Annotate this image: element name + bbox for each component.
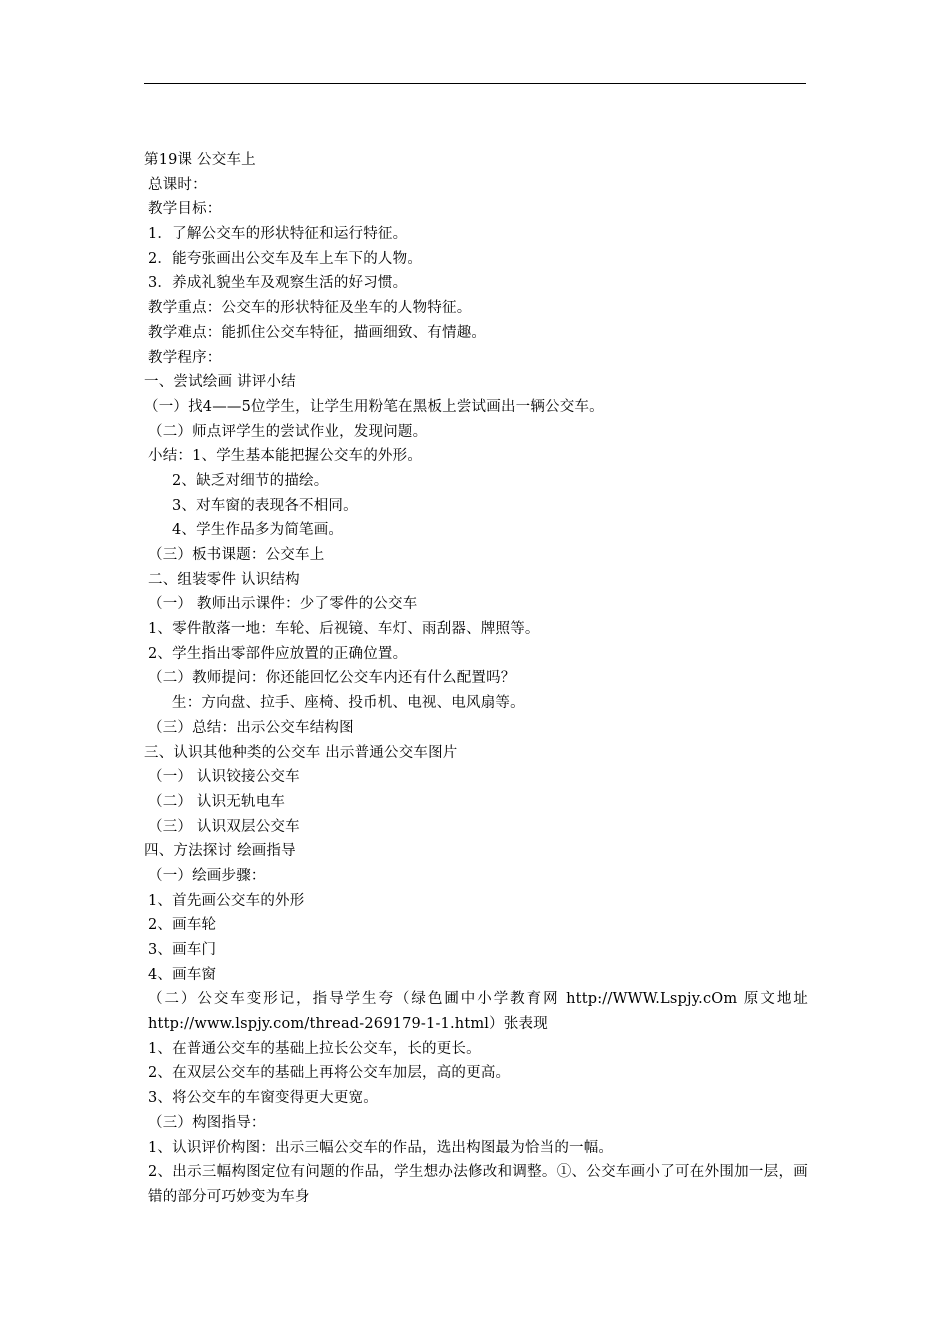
text-line: 2、学生指出零部件应放置的正确位置。 (148, 645, 408, 662)
text-line: 3．养成礼貌坐车及观察生活的好习惯。 (148, 275, 408, 292)
text-line: （三） 认识双层公交车 (148, 818, 300, 835)
text-line: （三）板书课题：公交车上 (148, 547, 325, 563)
text-line: （二）公交车变形记，指导学生夸（绿色圃中小学教育网 http://WWW.Lspjy.cOm 原文地址 http://www.lspjy.com/thread-269179-1-1.html）张表现 (148, 991, 808, 1033)
text-line: 1、在普通公交车的基础上拉长公交车，长的更长。 (148, 1040, 481, 1057)
text-line: 教学难点：能抓住公交车特征，描画细致、有情趣。 (148, 324, 487, 341)
text-line: 教学程序： (148, 349, 222, 366)
text-line: （一） 教师出示课件：少了零件的公交车 (148, 596, 418, 613)
text-line: 4、画车窗 (148, 966, 217, 983)
text-line: （三）构图指导： (148, 1114, 266, 1131)
text-line: （二） 认识无轨电车 (148, 793, 286, 810)
text-line: 1、认识评价构图：出示三幅公交车的作品，选出构图最为恰当的一幅。 (148, 1139, 614, 1156)
text-line: 1、零件散落一地：车轮、后视镜、车灯、雨刮器、牌照等。 (148, 621, 540, 638)
text-line: （一） 认识铰接公交车 (148, 769, 300, 786)
text-line: （二）师点评学生的尝试作业，发现问题。 (148, 423, 428, 440)
text-line: 教学目标： (148, 201, 222, 218)
text-line: 二、组装零件 认识结构 (148, 571, 300, 588)
text-line: 2、在双层公交车的基础上再将公交车加层，高的更高。 (148, 1065, 511, 1082)
text-line: （三）总结：出示公交车结构图 (148, 719, 354, 736)
document-body (144, 148, 808, 1210)
text-line: 1、首先画公交车的外形 (148, 892, 305, 909)
text-line: 三、认识其他种类的公交车 出示普通公交车图片 (144, 744, 458, 761)
text-line: 小结：1、学生基本能把握公交车的外形。 (148, 448, 423, 465)
text-line: 总课时： (148, 176, 207, 193)
text-line: 3、画车门 (148, 942, 217, 958)
lesson-title: 第19课 公交车上 (144, 152, 256, 168)
text-line: 3、对车窗的表现各不相同。 (172, 497, 358, 514)
header-rule (144, 83, 806, 84)
text-line: 3、将公交车的车窗变得更大更宽。 (148, 1090, 378, 1107)
text-line: 教学重点：公交车的形状特征及坐车的人物特征。 (148, 300, 472, 317)
text-line: （一）绘画步骤： (148, 867, 266, 884)
text-line: 生：方向盘、拉手、座椅、投币机、电视、电风扇等。 (172, 695, 525, 712)
text-line: 1．了解公交车的形状特征和运行特征。 (148, 226, 408, 243)
text-line: 一、尝试绘画 讲评小结 (144, 374, 296, 391)
text-line: 四、方法探讨 绘画指导 (144, 843, 296, 860)
text-line: 4、学生作品多为简笔画。 (172, 522, 344, 539)
text-line: （一）找4——5位学生，让学生用粉笔在黑板上尝试画出一辆公交车。 (144, 398, 604, 415)
text-line: 2．能夸张画出公交车及车上车下的人物。 (148, 250, 423, 267)
text-line: 2、缺乏对细节的描绘。 (172, 472, 329, 489)
text-line: 2、出示三幅构图定位有问题的作品，学生想办法修改和调整。①、公交车画小了可在外围加一层，画错的部分可巧妙变为车身 (148, 1164, 808, 1205)
text-line: （二）教师提问：你还能回忆公交车内还有什么配置吗？ (148, 670, 516, 687)
text-line: 2、画车轮 (148, 917, 217, 934)
